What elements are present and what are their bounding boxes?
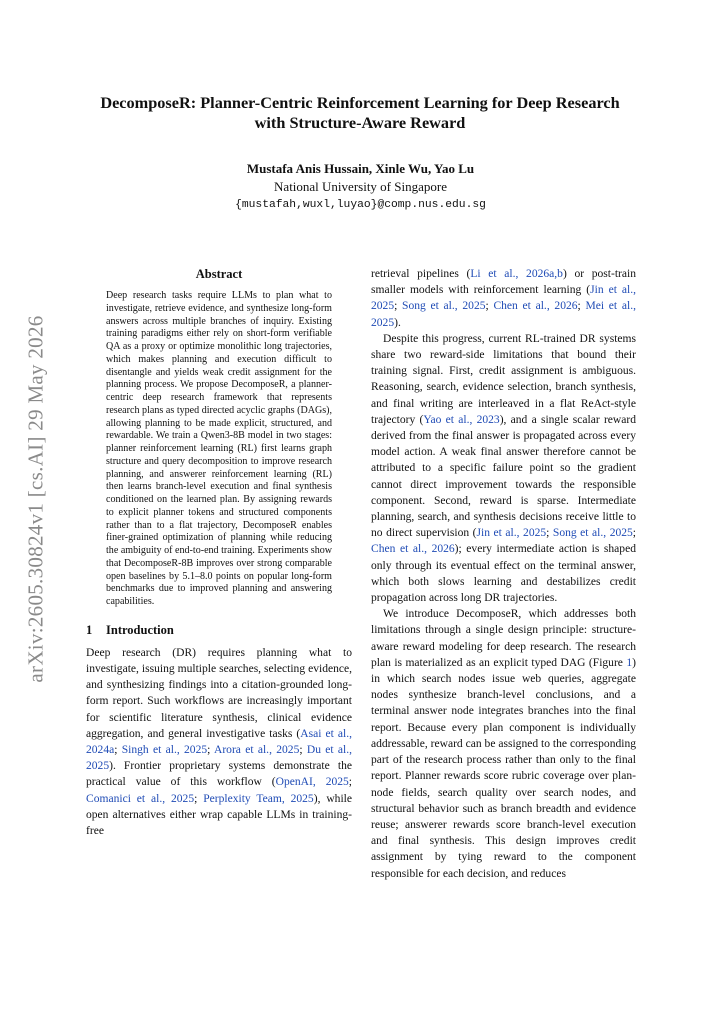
citation-link[interactable]: 1 xyxy=(626,656,633,669)
citation-link[interactable]: Du et al., 2025 xyxy=(86,743,352,773)
citation-link[interactable]: Singh et al., 2025 xyxy=(121,743,208,756)
citation-link[interactable]: Yao et al., 2023 xyxy=(423,413,500,426)
citation-link[interactable]: Mei et al., 2025 xyxy=(371,300,636,329)
arxiv-identifier: arXiv:2605.30824v1 [cs.AI] 29 May 2026 xyxy=(23,315,48,683)
author-emails: {mustafah,wuxl,luyao}@comp.nus.edu.sg xyxy=(235,199,486,211)
paper-title xyxy=(70,93,650,133)
section-title: Introduction xyxy=(106,622,174,637)
right-column xyxy=(371,266,636,882)
arxiv-sidebar-stamp xyxy=(20,296,52,702)
citation-link[interactable]: Asai et al., 2024a xyxy=(86,727,352,756)
section-heading-introduction xyxy=(86,622,352,638)
citation-link[interactable]: Comanici et al., 2025 xyxy=(86,792,195,805)
citation-link[interactable]: Arora et al., 2025 xyxy=(214,743,300,756)
title-line-2: with Structure-Aware Reward xyxy=(254,113,466,132)
left-column xyxy=(86,266,352,839)
abstract-heading: Abstract xyxy=(195,267,243,281)
author-names: Mustafa Anis Hussain, Xinle Wu, Yao Lu xyxy=(246,161,475,176)
abstract-text: Deep research tasks require LLMs to plan what to investigate, retrieve evidence, and synthesize long-form answers across multiple branches of inquiry. Existing training paradigms either rely on short-form verifiable QA as a proxy or optimize monolithic long trajectories, which makes planning and execution difficult to disentangle and yields weak credit assignment for the planning process. We propose DecomposeR, a planner-centric deep research framework that represents research plans as typed directed acyclic graphs (DAGs), allowing planning to be made explicit, structured, and rewardable. We train a Qwen3-8B model in two stages: planner reinforcement learning (RL) first learns graph structure and query decomposition to improve research planning, and answerer reinforcement learning (RL) then learns branch-level execution and final synthesis conditioned on the learned plan. By assigning rewards to explicit planner tokens and structured components rather than to a flat trajectory, DecomposeR enables finer-grained optimization of planning while reducing the ambiguity of end-to-end training. Experiments show that DecomposeR-8B improves over strong comparable open baselines by 5.1–8.0 points on popular long-form benchmarks due to improved planning and answering capabilities. xyxy=(106,290,332,607)
title-line-1: DecomposeR: Planner-Centric Reinforcement Learning for Deep Research xyxy=(100,93,620,112)
citation-link[interactable]: Chen et al., 2026 xyxy=(371,543,455,556)
citation-link[interactable]: Jin et al., 2025 xyxy=(476,527,547,540)
intro-paragraph-1-continued: retrieval pipelines (Li et al., 2026a,b) or post-train smaller models with reinforcement learning (Jin et al., 2025; Song et al., 2025; Chen et al., 2026; Mei et al., 2025). xyxy=(371,268,636,329)
section-number: 1 xyxy=(86,622,93,637)
citation-link[interactable]: Li et al., 2026a,b xyxy=(470,268,563,280)
citation-link[interactable]: Song et al., 2025 xyxy=(552,527,633,540)
citation-link[interactable]: OpenAI, 2025 xyxy=(275,776,349,789)
citation-link[interactable]: Chen et al., 2026 xyxy=(493,300,578,313)
citation-link[interactable]: Jin et al., 2025 xyxy=(371,284,636,313)
citation-link[interactable]: Perplexity Team, 2025 xyxy=(203,792,314,805)
intro-paragraph-3: We introduce DecomposeR, which addresses both limitations through a single design principle: structure-aware reward modeling for deep research. The research plan is materialized as an explicit typed DAG (Figure 1) in which search nodes issue web queries, aggregate nodes synthesize branch-level conclusions, and a terminal answer node integrates branches into the final report. Because every plan component is individually addressable, reward can be assigned to the corresponding part of the research process rather than only to the final report. Planner rewards score rubric coverage over plan-node fields, search quality over search nodes, and structural behavior such as branch breadth and evidence reuse; answerer rewards score branch-level execution and final synthesis. This design improves credit assignment by tying reward to the component responsible for each decision, and reduces xyxy=(371,608,636,880)
intro-paragraph-1: Deep research (DR) requires planning what to investigate, issuing multiple searches, selecting evidence, and synthesizing findings into a citation-grounded long-form report. Such workflows are increasingly important for scientific literature synthesis, clinical evidence aggregation, and general investigative tasks (Asai et al., 2024a; Singh et al., 2025; Arora et al., 2025; Du et al., 2025). Frontier proprietary systems demonstrate the practical value of this workflow (OpenAI, 2025; Comanici et al., 2025; Perplexity Team, 2025), while open alternatives either wrap capable LLMs in training-free xyxy=(86,646,353,837)
affiliation: National University of Singapore xyxy=(274,179,447,194)
author-block xyxy=(0,160,721,214)
citation-link[interactable]: Song et al., 2025 xyxy=(402,300,486,313)
intro-paragraph-2: Despite this progress, current RL-trained DR systems share two reward-side limitations that bound their training signal. First, credit assignment is ambiguous. Reasoning, search, evidence selection, branch synthesis, and final writing are interleaved in a flat ReAct-style trajectory (Yao et al., 2023), and a single scalar reward derived from the final answer is propagated across every model action. A weak final answer therefore cannot be attributed to a specific failure point so the gradient cannot direct improvement towards the responsible component. Second, reward is sparse. Intermediate planning, search, and synthesis decisions receive little to no direct supervision (Jin et al., 2025; Song et al., 2025; Chen et al., 2026); every intermediate action is shaped only through its eventual effect on the terminal answer, which both slows learning and destabilizes credit propagation across long DR trajectories. xyxy=(371,332,637,605)
